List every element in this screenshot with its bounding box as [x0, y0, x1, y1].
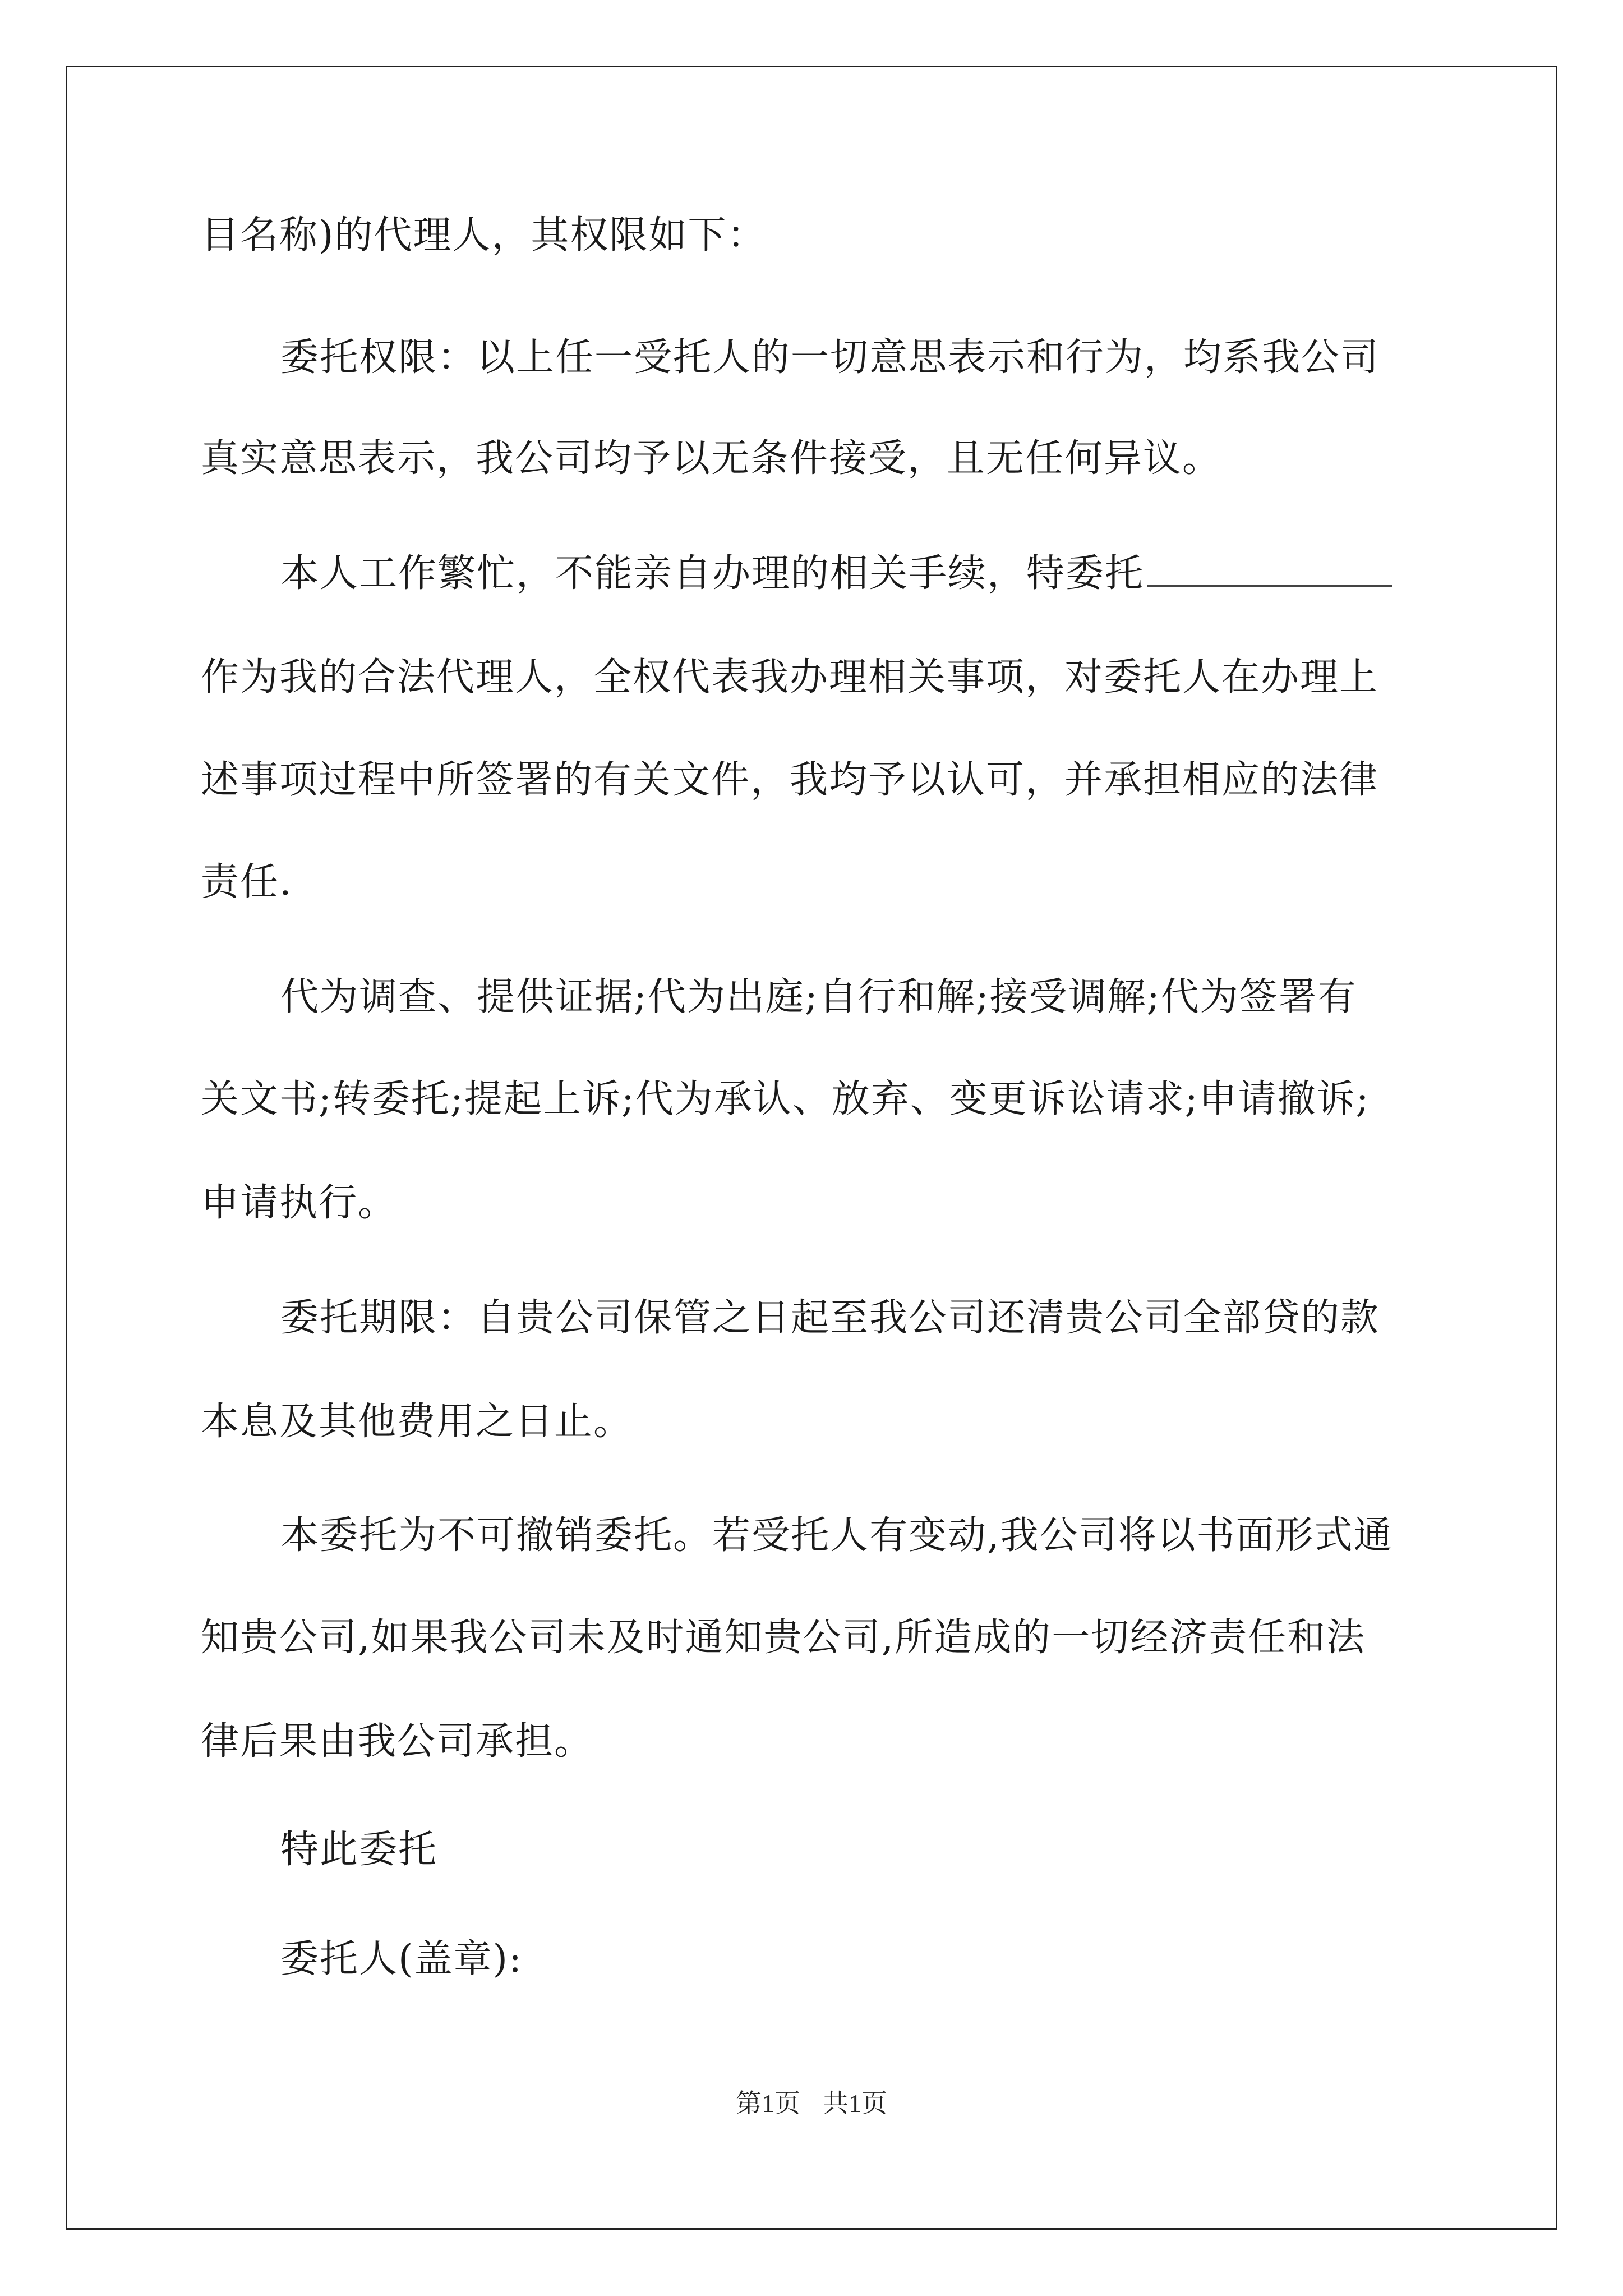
paragraph-line: 关文书;转委托;提起上诉;代为承认、放弃、变更诉讼请求;申请撤诉;	[201, 1077, 1370, 1121]
paragraph-line: 真实意思表示，我公司均予以无条件接受，且无任何异议。	[201, 436, 1222, 481]
paragraph-line: 作为我的合法代理人，全权代表我办理相关事项，对委托人在办理上	[201, 655, 1379, 700]
paragraph-line: 委托期限：自贵公司保管之日起至我公司还清贵公司全部贷的款	[280, 1296, 1380, 1340]
paragraph-line: 目名称)的代理人，其权限如下：	[201, 213, 767, 257]
paragraph-line: 责任.	[201, 860, 293, 904]
paragraph-line: 代为调查、提供证据;代为出庭;自行和解;接受调解;代为签署有	[280, 975, 1357, 1019]
paragraph-line: 律后果由我公司承担。	[201, 1719, 594, 1764]
paragraph-line: 知贵公司,如果我公司未及时通知贵公司,所造成的一切经济责任和法	[201, 1616, 1366, 1660]
paragraph-line: 委托权限：以上任一受托人的一切意思表示和行为，均系我公司	[280, 335, 1380, 380]
paragraph-line: 委托人(盖章):	[280, 1937, 523, 1981]
page-footer	[0, 2087, 1623, 2120]
paragraph-line: 特此委托	[280, 1828, 438, 1872]
page-border	[66, 66, 1557, 2230]
paragraph-text: 本人工作繁忙，不能亲自办理的相关手续，特委托	[280, 551, 1145, 596]
fill-in-blank	[1147, 585, 1392, 587]
paragraph-line: 述事项过程中所签署的有关文件，我均予以认可，并承担相应的法律	[201, 758, 1379, 802]
paragraph-line	[280, 549, 1514, 599]
paragraph-line: 本息及其他费用之日止。	[201, 1400, 633, 1444]
paragraph-line: 申请执行。	[201, 1181, 398, 1225]
page-total: 共1页	[823, 2089, 887, 2118]
page-number: 第1页	[736, 2089, 800, 2118]
paragraph-line: 本委托为不可撤销委托。若受托人有变动,我公司将以书面形式通	[280, 1513, 1393, 1558]
